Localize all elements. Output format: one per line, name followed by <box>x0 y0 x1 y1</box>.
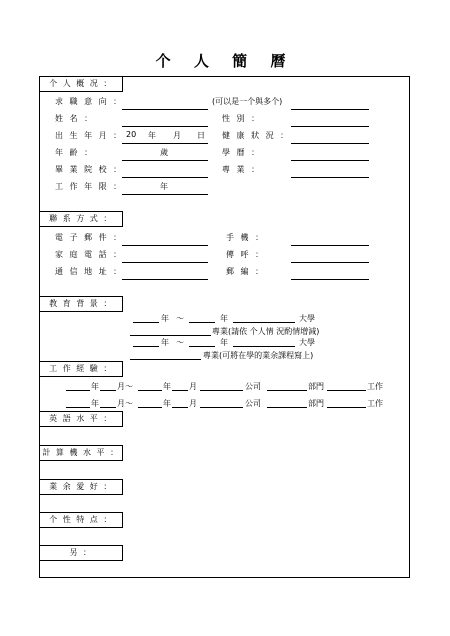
work2-dept-unit: 部門 <box>308 399 324 408</box>
section-overview-header: 个 人 概 况 ： <box>39 76 123 92</box>
degree-field[interactable] <box>291 160 369 161</box>
job-intent-note: (可以是一个與多个) <box>212 97 283 106</box>
edu2-start-year-field[interactable] <box>133 346 159 347</box>
work2-end-year-unit: 年 <box>163 399 171 408</box>
work2-end-year-field[interactable] <box>138 407 162 408</box>
address-label: 通 信 地 址 ： <box>55 267 124 276</box>
work1-dept-unit: 部門 <box>308 382 324 391</box>
gender-field[interactable] <box>291 126 369 127</box>
section-other-header: 另 ： <box>39 545 123 561</box>
work-years-label: 工 作 年 限 ： <box>55 182 124 191</box>
work1-start-month-field[interactable] <box>100 390 116 391</box>
edu2-end-year-unit: 年 <box>220 338 228 347</box>
edu2-major-field[interactable] <box>130 359 201 360</box>
birth-month-unit: 月 <box>173 131 181 140</box>
job-intent-label: 求 職 意 向 ： <box>55 97 124 106</box>
page-title: 个 人 簡 曆 <box>155 52 295 70</box>
work1-dept-field[interactable] <box>267 390 307 391</box>
edu1-start-year-field[interactable] <box>133 322 159 323</box>
work1-job-field[interactable] <box>327 390 366 391</box>
work1-end-month-field[interactable] <box>172 390 188 391</box>
work2-year-unit: 年 <box>91 399 99 408</box>
postcode-field[interactable] <box>291 279 369 280</box>
pager-field[interactable] <box>291 262 369 263</box>
birth-century: 20 <box>126 130 137 139</box>
edu1-university-field[interactable] <box>233 322 295 323</box>
section-contact-header: 聯 系 方 式 ： <box>39 211 123 227</box>
work1-job-unit: 工作 <box>367 382 383 391</box>
edu2-year-unit: 年 <box>161 338 169 347</box>
work2-end-month-unit: 月 <box>189 399 197 408</box>
degree-label: 學 曆 ： <box>222 148 262 157</box>
work1-start-year-field[interactable] <box>66 390 90 391</box>
edu1-major-field[interactable] <box>130 335 211 336</box>
birth-day-unit: 日 <box>197 131 205 140</box>
section-personality-header: 个 性 特 点 ： <box>39 512 123 528</box>
age-unit: 歲 <box>160 148 168 157</box>
name-field[interactable] <box>122 126 208 127</box>
health-label: 健 康 狀 況 ： <box>222 131 291 140</box>
major-label: 專 業 ： <box>222 165 262 174</box>
school-label: 畢 業 院 校 ： <box>55 165 124 174</box>
work1-company-field[interactable] <box>200 390 243 391</box>
work2-dept-field[interactable] <box>267 407 307 408</box>
pager-label: 傳 呼 ： <box>226 250 266 259</box>
job-intent-extra-field[interactable] <box>291 109 369 110</box>
work2-job-field[interactable] <box>327 407 366 408</box>
work2-start-year-field[interactable] <box>66 407 90 408</box>
work2-month-tilde: 月～ <box>117 399 133 408</box>
work2-company-unit: 公司 <box>245 399 261 408</box>
age-field[interactable] <box>122 160 208 161</box>
work1-month-tilde: 月～ <box>117 382 133 391</box>
edu1-major-note: 專業(請依 个人情 況酌情增減) <box>212 327 320 336</box>
mobile-field[interactable] <box>291 245 369 246</box>
work1-company-unit: 公司 <box>245 382 261 391</box>
work1-end-year-unit: 年 <box>163 382 171 391</box>
email-field[interactable] <box>122 245 208 246</box>
work2-job-unit: 工作 <box>367 399 383 408</box>
postcode-label: 郵 編 ： <box>226 267 266 276</box>
work2-end-month-field[interactable] <box>172 407 188 408</box>
age-label: 年 齡 ： <box>55 148 95 157</box>
work-years-field[interactable] <box>122 194 208 195</box>
school-field[interactable] <box>122 177 208 178</box>
mobile-label: 手 機 ： <box>226 233 266 242</box>
edu1-end-year-unit: 年 <box>220 314 228 323</box>
edu2-university-field[interactable] <box>233 346 295 347</box>
section-education-header: 教 育 背 景 ： <box>39 296 123 312</box>
section-work-header: 工 作 經 驗 ： <box>39 361 123 377</box>
birth-year-unit: 年 <box>148 131 156 140</box>
work-years-unit: 年 <box>160 182 168 191</box>
home-phone-label: 家 庭 電 話 ： <box>55 250 124 259</box>
gender-label: 性 別 ： <box>222 114 262 123</box>
name-label: 姓 名 ： <box>55 114 95 123</box>
job-intent-field[interactable] <box>122 109 208 110</box>
edu2-tilde: ～ <box>176 338 184 347</box>
edu2-major-note: 專業(可將在學的業余課程寫上) <box>203 351 314 360</box>
major-field[interactable] <box>291 177 369 178</box>
edu1-year-unit: 年 <box>161 314 169 323</box>
edu2-university-unit: 大學 <box>299 338 315 347</box>
health-field[interactable] <box>291 143 369 144</box>
edu1-university-unit: 大學 <box>299 314 315 323</box>
home-phone-field[interactable] <box>122 262 208 263</box>
edu1-tilde: ～ <box>176 314 184 323</box>
work1-end-year-field[interactable] <box>138 390 162 391</box>
section-hobbies-header: 業 余 愛 好 ： <box>39 479 123 495</box>
work1-end-month-unit: 月 <box>189 382 197 391</box>
email-label: 電 子 郵 件 ： <box>55 233 124 242</box>
work2-company-field[interactable] <box>200 407 243 408</box>
edu1-end-year-field[interactable] <box>189 322 215 323</box>
work2-start-month-field[interactable] <box>100 407 116 408</box>
birth-field[interactable] <box>122 143 208 144</box>
section-computer-header: 計 算 機 水 平 ： <box>39 445 123 461</box>
work1-year-unit: 年 <box>91 382 99 391</box>
birth-label: 出 生 年 月 ： <box>55 131 124 140</box>
edu2-end-year-field[interactable] <box>189 346 215 347</box>
section-english-header: 英 語 水 平 ： <box>39 411 123 427</box>
address-field[interactable] <box>122 279 208 280</box>
